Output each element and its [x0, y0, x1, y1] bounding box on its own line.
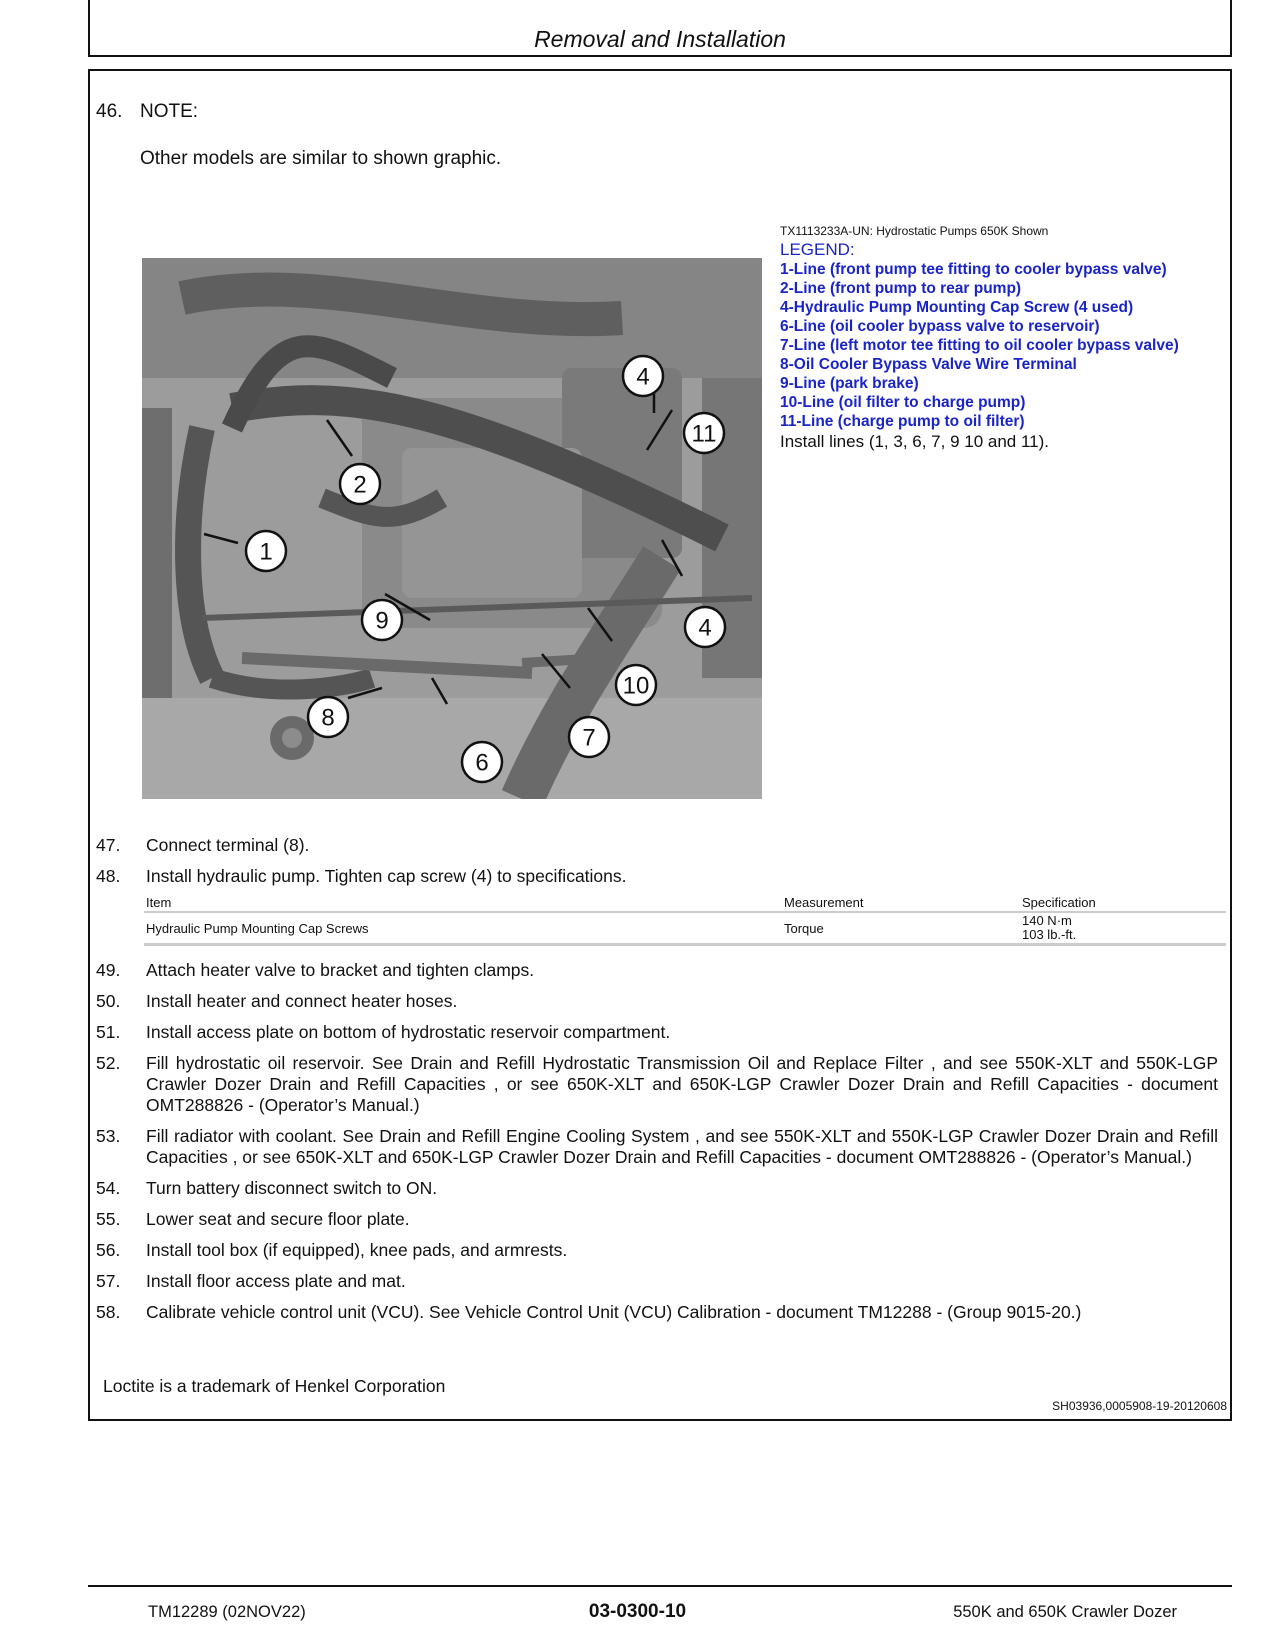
- step-item: [96, 1053, 1226, 1116]
- step-text: Turn battery disconnect switch to ON.: [146, 1178, 438, 1198]
- legend-item: 6-Line (oil cooler bypass valve to reservoir): [780, 318, 1100, 335]
- legend-item: 11-Line (charge pump to oil filter): [780, 413, 1025, 430]
- step-number: 53.: [96, 1126, 121, 1146]
- step-item: [96, 1209, 1226, 1230]
- footer-manual-id: TM12289 (02NOV22): [148, 1603, 306, 1621]
- step-item: [96, 835, 1226, 856]
- spec-item: Hydraulic Pump Mounting Cap Screws: [144, 912, 782, 945]
- svg-text:10: 10: [622, 672, 650, 700]
- legend-item: 8-Oil Cooler Bypass Valve Wire Terminal: [780, 356, 1077, 373]
- svg-text:11: 11: [691, 420, 717, 448]
- step-text: Install access plate on bottom of hydrostatic reservoir compartment.: [146, 1022, 671, 1042]
- document-id: SH03936,0005908-19-20120608: [1052, 1399, 1227, 1413]
- figure-legend: [780, 224, 1220, 453]
- step-item: [96, 960, 1226, 981]
- step-number: 47.: [96, 835, 121, 855]
- step-number: 57.: [96, 1271, 121, 1291]
- step-item: [96, 1126, 1226, 1168]
- callout-10: [616, 665, 656, 705]
- callout-2: [340, 464, 380, 504]
- legend-item: 2-Line (front pump to rear pump): [780, 280, 1022, 297]
- svg-text:4: 4: [636, 363, 650, 391]
- step-number: 48.: [96, 866, 121, 886]
- spec-metric: 140 N·m: [1022, 913, 1072, 928]
- step-text: Install tool box (if equipped), knee pads, and armrests.: [146, 1240, 568, 1260]
- figure-caption: TX1113233A-UN: Hydrostatic Pumps 650K Shown: [780, 224, 1049, 238]
- callout-11: [684, 413, 724, 453]
- callout-9: [362, 600, 402, 640]
- step-item: [96, 1240, 1226, 1261]
- header-specification: Specification: [1020, 893, 1226, 912]
- step-number: 51.: [96, 1022, 121, 1042]
- svg-text:2: 2: [353, 471, 367, 499]
- torque-spec-table: [144, 893, 1226, 946]
- step-number: 49.: [96, 960, 121, 980]
- svg-text:4: 4: [698, 614, 712, 642]
- step-item: [96, 991, 1226, 1012]
- spec-value: [1020, 912, 1226, 945]
- step-number: 55.: [96, 1209, 121, 1229]
- step-text: Fill hydrostatic oil reservoir. See Drain and Refill Hydrostatic Transmission Oil and Replace Filter , and see 550K-XLT and 550K-LGP Crawler Dozer Drain and Refill Capacities , or see 650K-XLT and 650K-LGP Crawler Dozer Drain and Refill Capacities - document OMT288826 - (Operator’s Manual.): [146, 1053, 1218, 1115]
- svg-text:6: 6: [475, 749, 489, 777]
- callout-8: [308, 697, 348, 737]
- step-item: [96, 1022, 1226, 1043]
- install-lines-instruction: Install lines (1, 3, 6, 7, 9 10 and 11).: [780, 432, 1050, 451]
- step-text: Install hydraulic pump. Tighten cap screw (4) to specifications.: [146, 866, 627, 886]
- step-number: 58.: [96, 1302, 121, 1322]
- step-number: 54.: [96, 1178, 121, 1198]
- legend-title: LEGEND:: [780, 240, 855, 259]
- header-item: Item: [144, 893, 782, 912]
- step-text: Lower seat and secure floor plate.: [146, 1209, 410, 1229]
- svg-text:7: 7: [582, 724, 596, 752]
- step-text: Connect terminal (8).: [146, 835, 310, 855]
- step-number: 52.: [96, 1053, 121, 1073]
- step-number: 50.: [96, 991, 121, 1011]
- step-text: Attach heater valve to bracket and tighten clamps.: [146, 960, 535, 980]
- step-text: Install heater and connect heater hoses.: [146, 991, 458, 1011]
- step-item: [96, 866, 1226, 887]
- callout-1: [246, 531, 286, 571]
- page-number: 03-0300-10: [588, 1601, 687, 1622]
- spec-measurement: Torque: [782, 912, 1020, 945]
- trademark-notice: Loctite is a trademark of Henkel Corporation: [103, 1376, 446, 1396]
- step-text: Fill radiator with coolant. See Drain and Refill Engine Cooling System , and see 550K-XLT and 550K-LGP Crawler Dozer Drain and Refill Capacities , or see 650K-XLT and 650K-LGP Crawler Dozer Drain and Refill Capacities - document OMT288826 - (Operator’s Manual.): [146, 1126, 1218, 1167]
- section-title: Removal and Installation: [534, 26, 786, 52]
- hydrostatic-pump-photo: [142, 258, 762, 799]
- note-heading: NOTE:: [140, 101, 199, 122]
- callout-4-upper: [623, 356, 663, 396]
- svg-text:8: 8: [321, 704, 335, 732]
- legend-item: 9-Line (park brake): [780, 375, 919, 392]
- legend-item: 7-Line (left motor tee fitting to oil cooler bypass valve): [780, 337, 1179, 354]
- svg-text:1: 1: [259, 538, 273, 566]
- step-text: Calibrate vehicle control unit (VCU). See Vehicle Control Unit (VCU) Calibration - document TM12288 - (Group 9015-20.): [146, 1302, 1082, 1322]
- step-item: [96, 1302, 1226, 1323]
- spec-imperial: 103 lb.-ft.: [1022, 927, 1077, 942]
- callout-6: [462, 742, 502, 782]
- header-measurement: Measurement: [782, 893, 1020, 912]
- procedure-steps: [96, 835, 1226, 1333]
- legend-item: 10-Line (oil filter to charge pump): [780, 394, 1026, 411]
- step-item: [96, 1271, 1226, 1292]
- step-item: [96, 1178, 1226, 1199]
- table-row: [144, 912, 1226, 945]
- step-number: 56.: [96, 1240, 121, 1260]
- legend-item: 4-Hydraulic Pump Mounting Cap Screw (4 used): [780, 299, 1134, 316]
- footer-product-name: 550K and 650K Crawler Dozer: [953, 1603, 1177, 1621]
- header-frame: [88, 0, 1232, 57]
- note-text: Other models are similar to shown graphic.: [140, 148, 502, 169]
- callout-4-lower: [685, 607, 725, 647]
- note-step-number: 46.: [96, 101, 123, 122]
- svg-text:9: 9: [375, 607, 389, 635]
- spec-table-header: [144, 893, 1226, 912]
- footer-divider: [88, 1585, 1232, 1587]
- legend-item: 1-Line (front pump tee fitting to cooler bypass valve): [780, 261, 1167, 278]
- step-text: Install floor access plate and mat.: [146, 1271, 406, 1291]
- callout-7: [569, 717, 609, 757]
